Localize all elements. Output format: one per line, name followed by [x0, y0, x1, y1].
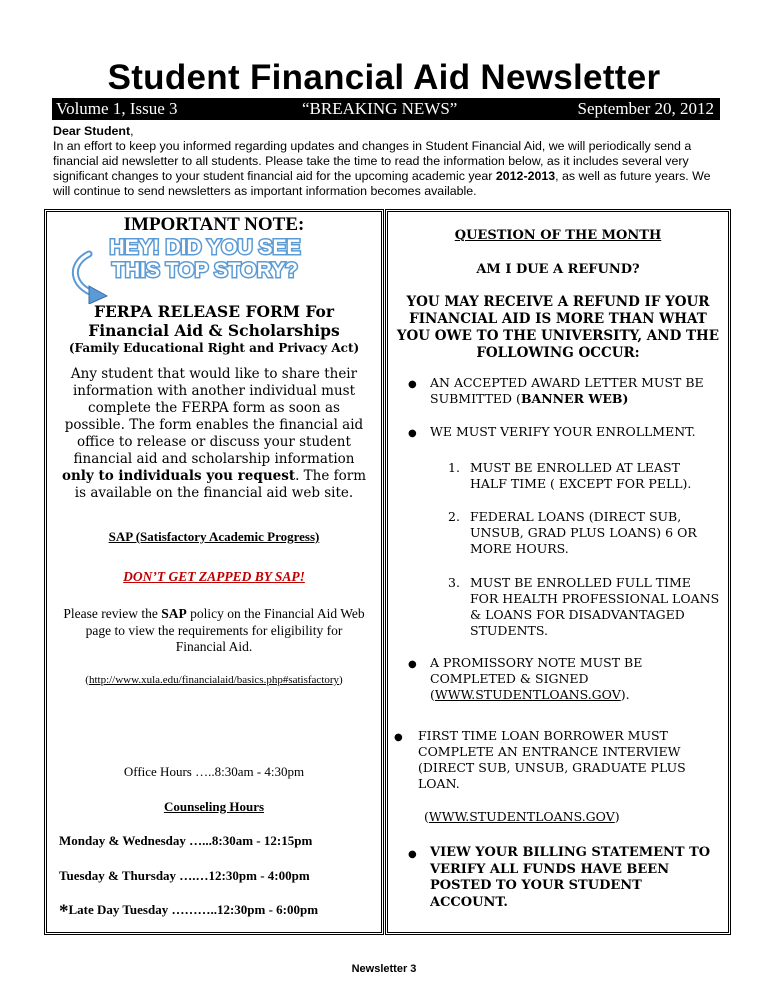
numbered-item-3-num: 3. — [448, 575, 460, 590]
volume-label: Volume 1, Issue 3 — [56, 99, 178, 118]
greeting-punct: , — [130, 124, 134, 138]
numbered-item-2-num: 2. — [448, 509, 460, 524]
sap-warning: DON’T GET ZAPPED BY SAP! — [123, 569, 305, 584]
promissory-link-open: ( — [430, 687, 435, 702]
intro-text-2: , as well as future years. We will continue to send newsletters as important information becomes available. — [53, 169, 711, 198]
important-note-heading: IMPORTANT NOTE: — [123, 214, 305, 235]
numbered-item-1-num: 1. — [448, 460, 460, 475]
ferpa-title-line-1: FERPA RELEASE FORM For — [93, 302, 335, 321]
counseling-heading: Counseling Hours — [163, 799, 265, 814]
bullet-billing-statement: VIEW YOUR BILLING STATEMENT TO VERIFY ALL FUNDS HAVE BEEN POSTED TO YOUR STUDENT ACCOUNT. — [430, 845, 711, 910]
bullet-icon: ● — [408, 849, 417, 860]
bullet-entrance-interview: FIRST TIME LOAN BORROWER MUST COMPLETE AN ENTRANCE INTERVIEW (DIRECT SUB, UNSUB, GRADUATE PLUS LOAN. — [418, 728, 686, 791]
office-hours: Office Hours …..8:30am - 4:30pm — [123, 764, 305, 779]
header-bar — [52, 98, 720, 120]
hours-monday-wednesday: Monday & Wednesday …...8:30am - 12:15pm — [59, 833, 313, 848]
late-star: * — [59, 901, 69, 922]
academic-year: 2012-2013 — [495, 169, 556, 183]
bullet-icon: ● — [408, 428, 417, 439]
ferpa-title-line-2: Financial Aid & Scholarships — [88, 321, 340, 340]
curved-arrow-icon — [75, 254, 107, 304]
sap-link-close: ) — [339, 674, 343, 686]
ferpa-text-2: . The form is available on the financial aid web site. — [74, 468, 367, 501]
hours-late-day — [59, 901, 379, 923]
banner-line-2: THIS TOP STORY? — [112, 259, 298, 282]
ferpa-subtitle: (Family Educational Right and Privacy Act) — [68, 341, 360, 355]
bullet-award-letter-bold: BANNER WEB) — [520, 391, 629, 406]
bullet-award-letter — [430, 375, 720, 407]
sap-link-line — [47, 674, 381, 686]
ferpa-text — [57, 366, 371, 502]
ferpa-title — [47, 302, 381, 340]
date-label: September 20, 2012 — [577, 99, 714, 118]
sap-text-2: policy on the Financial Aid Web page to view the requirements for eligibility for Financial Aid. — [85, 606, 365, 654]
question-text: AM I DUE A REFUND? — [476, 262, 640, 277]
newsletter-title: Student Financial Aid Newsletter — [107, 58, 661, 97]
top-story-banner — [55, 234, 315, 304]
sap-text-bold: SAP — [161, 606, 187, 621]
answer-text: YOU MAY RECEIVE A REFUND IF YOUR FINANCIAL AID IS MORE THAN WHAT YOU OWE TO THE UNIVERSITY, AND THE FOLLOWING OCCUR: — [396, 294, 720, 361]
page-footer: Newsletter 3 — [351, 963, 417, 975]
hours-tuesday-thursday: Tuesday & Thursday ….…12:30pm - 4:00pm — [59, 868, 310, 883]
bullet-promissory-text: A PROMISSORY NOTE MUST BE COMPLETED & SIGNED — [430, 655, 643, 686]
question-heading: QUESTION OF THE MONTH — [454, 228, 662, 243]
left-column — [44, 209, 384, 935]
ferpa-text-1: Any student that would like to share their information with another individual must complete the FERPA form as soon as possible. The form enables the financial aid office to release or discuss your student financial aid and scholarship information — [64, 366, 364, 467]
numbered-item-1: MUST BE ENROLLED AT LEAST HALF TIME ( EXCEPT FOR PELL). — [470, 460, 692, 491]
bullet-award-letter-text: AN ACCEPTED AWARD LETTER MUST BE SUBMITTED ( — [430, 375, 704, 406]
bullet-icon: ● — [408, 659, 417, 670]
studentloans-link-2[interactable]: WWW.STUDENTLOANS.GOV — [428, 809, 615, 824]
entrance-link-close: ) — [614, 809, 620, 824]
late-day-text: Late Day Tuesday ………..12:30pm - 6:00pm — [68, 902, 319, 917]
intro-text-1: In an effort to keep you informed regarding updates and changes in Student Financial Aid, we will periodically send a financial aid newsletter to all students. Please take the time to read the information below, as it includes several very significant changes to your student financial aid for the upcoming academic year — [53, 139, 692, 183]
bullet-icon: ● — [408, 379, 417, 390]
sap-text — [59, 606, 369, 656]
ferpa-text-bold: only to individuals you request — [61, 468, 296, 484]
entrance-link-line — [424, 809, 720, 824]
intro-paragraph — [53, 124, 723, 199]
sap-heading: SAP (Satisfactory Academic Progress) — [108, 529, 320, 544]
sap-text-1: Please review the — [63, 606, 162, 621]
studentloans-link[interactable]: WWW.STUDENTLOANS.GOV — [434, 687, 621, 702]
numbered-item-2: FEDERAL LOANS (DIRECT SUB, UNSUB, GRAD PLUS LOANS) 6 OR MORE HOURS. — [470, 509, 697, 556]
bullet-verify-enrollment: WE MUST VERIFY YOUR ENROLLMENT. — [430, 424, 696, 439]
banner-line-1: HEY! DID YOU SEE — [109, 236, 301, 259]
sap-link[interactable]: http://www.xula.edu/financialaid/basics.php#satisfactory — [88, 674, 340, 686]
bullet-promissory-note — [430, 655, 720, 703]
entrance-link-open: ( — [424, 809, 429, 824]
headline-label: “BREAKING NEWS” — [302, 99, 458, 118]
promissory-link-close: ). — [620, 687, 630, 702]
bullet-icon: ● — [394, 732, 403, 743]
greeting: Dear Student — [53, 124, 131, 138]
right-column — [385, 209, 731, 935]
sap-link-open: ( — [85, 674, 89, 686]
numbered-item-3: MUST BE ENROLLED FULL TIME FOR HEALTH PROFESSIONAL LOANS & LOANS FOR DISADVANTAGED STUDENTS. — [470, 575, 720, 638]
